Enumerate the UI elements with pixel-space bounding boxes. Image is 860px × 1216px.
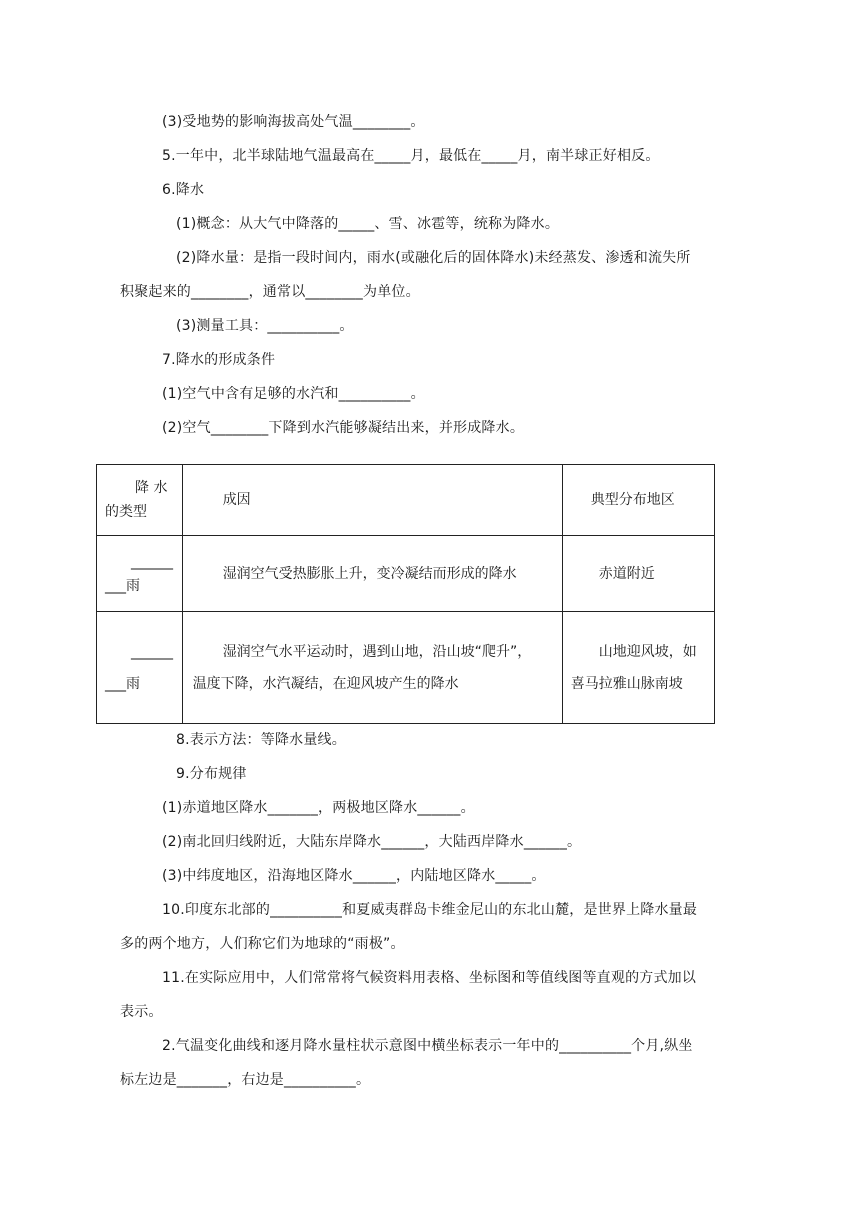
text-line: 积聚起来的________，通常以________为单位。: [120, 284, 420, 300]
text-line: 多的两个地方，人们称它们为地球的“雨极”。: [120, 936, 405, 952]
table-cell: [97, 612, 183, 724]
section-heading: 7.降水的形成条件: [162, 352, 276, 368]
header-type-label: 降 水: [135, 480, 168, 496]
text-line: (3)受地势的影响海拔高处气温________。: [162, 114, 425, 130]
text-line: 11.在实际应用中，人们常常将气候资料用表格、坐标图和等值线图等直观的方式加以: [162, 970, 697, 986]
header-type-label: 的类型: [105, 504, 147, 520]
rain-type-blank: ___雨: [105, 577, 140, 594]
rain-type-blank: ______: [131, 553, 173, 570]
rain-cause-text: 湿润空气受热膨胀上升，变冷凝结而形成的降水: [222, 565, 517, 582]
table-cell: [562, 612, 714, 724]
table-cell: [562, 536, 714, 612]
table-header-cell: [562, 465, 714, 536]
header-cause-label: 成因: [222, 492, 251, 508]
rain-type-blank: ___雨: [105, 675, 140, 692]
text-line: (3)中纬度地区，沿海地区降水______，内陆地区降水_____。: [162, 868, 546, 884]
table-cell: [182, 536, 562, 612]
table-header-cell: [97, 465, 183, 536]
rain-region-text: 喜马拉雅山脉南坡: [570, 675, 683, 692]
text-line: (1)概念：从大气中降落的_____、雪、冰雹等，统称为降水。: [176, 216, 560, 232]
text-line: (1)赤道地区降水_______，两极地区降水______。: [162, 800, 475, 816]
table-row: [97, 612, 715, 724]
text-line: (2)南北回归线附近，大陆东岸降水______，大陆西岸降水______。: [162, 834, 582, 850]
text-line: 2.气温变化曲线和逐月降水量柱状示意图中横坐标表示一年中的__________个月,纵坐: [162, 1038, 693, 1054]
rain-type-blank: ______: [131, 643, 173, 660]
section-heading: 6.降水: [162, 182, 205, 198]
text-line: 5.一年中，北半球陆地气温最高在_____月，最低在_____月，南半球正好相反。: [162, 148, 660, 164]
precipitation-type-table: [96, 464, 715, 724]
header-region-label: 典型分布地区: [590, 492, 675, 508]
table-header-cell: [182, 465, 562, 536]
text-line: (3)测量工具：__________。: [176, 318, 354, 334]
table-cell: [182, 612, 562, 724]
rain-region-text: 赤道附近: [598, 565, 655, 582]
text-line: (2)空气________下降到水汽能够凝结出来，并形成降水。: [162, 420, 525, 436]
text-line: 10.印度东北部的__________和夏威夷群岛卡维金尼山的东北山麓，是世界上降水量最: [162, 902, 698, 918]
section-heading: 9.分布规律: [176, 766, 247, 782]
text-line: (1)空气中含有足够的水汽和__________。: [162, 386, 425, 402]
table-header-row: [97, 465, 715, 536]
table-row: [97, 536, 715, 612]
rain-cause-text: 湿润空气水平运动时，遇到山地，沿山坡“爬升”，: [222, 643, 532, 660]
text-line: 表示。: [120, 1004, 163, 1020]
text-line: (2)降水量：是指一段时间内，雨水(或融化后的固体降水)未经蒸发、渗透和流失所: [176, 250, 691, 266]
rain-region-text: 山地迎风坡，如: [598, 643, 697, 660]
rain-cause-text: 温度下降，水汽凝结，在迎风坡产生的降水: [192, 675, 459, 692]
text-line: 8.表示方法：等降水量线。: [176, 732, 346, 748]
text-line: 标左边是_______，右边是__________。: [120, 1072, 371, 1088]
table-cell: [97, 536, 183, 612]
